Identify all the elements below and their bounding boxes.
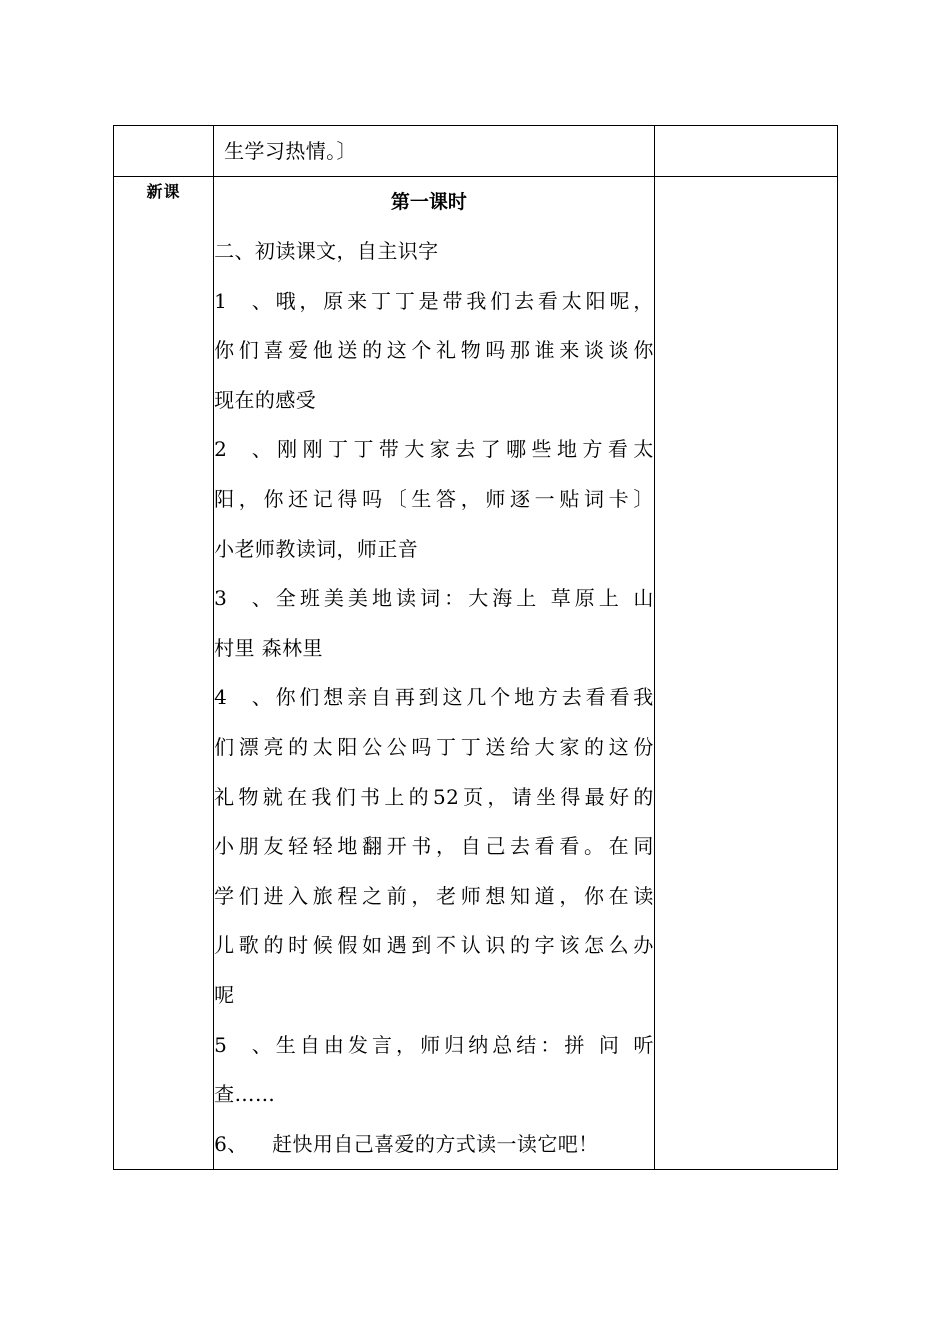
- step-number: 3、: [214, 586, 273, 611]
- step-text: 现在的感受: [214, 387, 317, 412]
- text-line: [214, 673, 654, 723]
- step-text: 刚刚丁丁带大家去了哪些地方看太: [272, 437, 654, 462]
- text-line: [214, 525, 654, 575]
- step-number: 5、: [214, 1032, 273, 1057]
- step-text: 礼物就在我们书上的52页，请坐得最好的: [214, 784, 654, 809]
- text-line: [214, 376, 654, 426]
- table-row: [114, 177, 838, 1170]
- step-number: 2、: [214, 437, 273, 462]
- step-text: 二、初读课文，自主识字: [214, 239, 439, 263]
- step-text: 全班美美地读词：大海上 草原上 山: [272, 586, 654, 611]
- label-cell: [114, 177, 214, 1170]
- text-line: [214, 773, 654, 823]
- step-text: 哦，原来丁丁是带我们去看太阳呢，: [272, 288, 654, 313]
- text-line: [214, 277, 654, 327]
- step-number: 1、: [214, 288, 273, 313]
- step-text: 们漂亮的太阳公公吗丁丁送给大家的这份: [214, 734, 654, 759]
- section-heading: 第一课时: [390, 191, 467, 213]
- table-row: [114, 126, 838, 177]
- text-line: [214, 574, 654, 624]
- step-text: 儿歌的时候假如遇到不认识的字该怎么办: [214, 933, 654, 958]
- lesson-steps: [214, 227, 654, 1169]
- content-cell: [214, 177, 655, 1170]
- content-line: 生学习热情。〕: [224, 139, 357, 163]
- text-line: [214, 1021, 654, 1071]
- step-text: 生自由发言，师归纳总结：拼 问 听: [272, 1032, 654, 1057]
- section-label: 新课: [146, 182, 181, 201]
- content-cell: [214, 126, 655, 177]
- step-text: 你们想亲自再到这几个地方去看看我: [272, 685, 654, 710]
- text-line: [214, 227, 654, 277]
- text-line: [214, 624, 654, 674]
- step-text: 阳，你还记得吗〔生答，师逐一贴词卡〕: [214, 486, 654, 511]
- step-text: 小朋友轻轻地翻开书，自己去看看。在同: [214, 834, 654, 859]
- text-line: [214, 921, 654, 971]
- notes-cell: [654, 177, 837, 1170]
- step-number: 4、: [214, 685, 273, 710]
- text-line: [214, 822, 654, 872]
- step-text: 你们喜爱他送的这个礼物吗那谁来谈谈你: [214, 338, 654, 363]
- step-text: 小老师教读词，师正音: [214, 536, 419, 561]
- step-text: 查……: [214, 1082, 276, 1107]
- text-line: [214, 1120, 654, 1170]
- text-line: [214, 1070, 654, 1120]
- text-line: [214, 872, 654, 922]
- text-line: [214, 971, 654, 1021]
- step-text: 呢: [214, 982, 235, 1007]
- step-number: 6、: [214, 1131, 248, 1156]
- notes-cell: [654, 126, 837, 177]
- text-line: [214, 723, 654, 773]
- step-text: 学们进入旅程之前，老师想知道，你在读: [214, 883, 654, 908]
- text-line: [214, 475, 654, 525]
- step-text: 赶快用自己喜爱的方式读一读它吧！: [272, 1131, 599, 1156]
- step-text: 村里 森林里: [214, 635, 323, 660]
- text-line: [214, 425, 654, 475]
- label-cell: [114, 126, 214, 177]
- lesson-plan-table: [113, 125, 838, 1170]
- text-line: [214, 326, 654, 376]
